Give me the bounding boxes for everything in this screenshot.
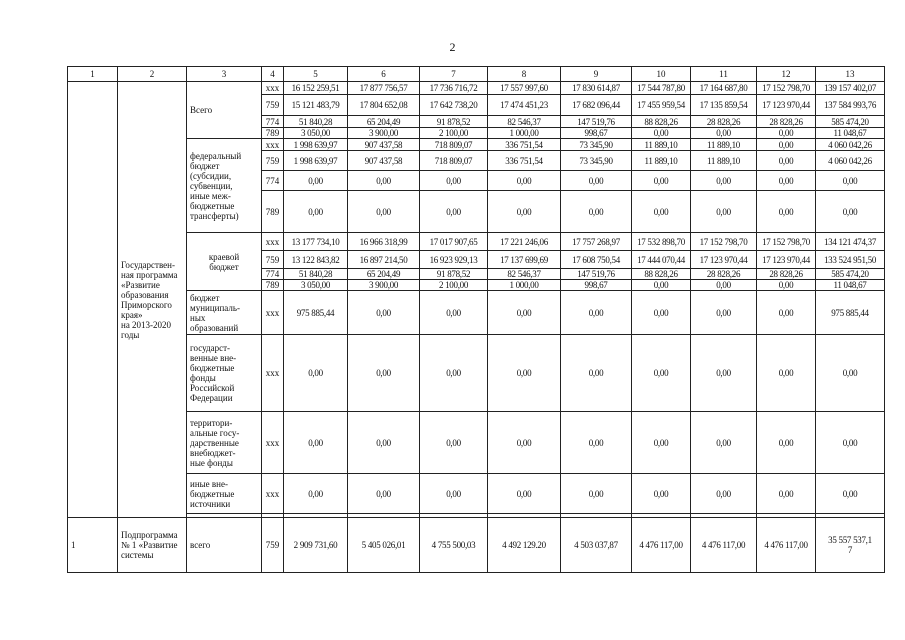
amount-cell: 0,00 xyxy=(757,171,816,191)
budget-code: 759 xyxy=(262,95,284,116)
amount-cell: 0,00 xyxy=(488,335,561,412)
amount-cell: 2 100,00 xyxy=(420,128,488,139)
amount-cell: 0,00 xyxy=(420,474,488,514)
header-row xyxy=(68,67,885,82)
amount-cell: 16 152 259,51 xyxy=(284,82,348,95)
amount-cell: 4 492 129.20 xyxy=(488,518,561,573)
amount-cell: 17 221 246,06 xyxy=(488,233,561,251)
amount-cell: 17 736 716,72 xyxy=(420,82,488,95)
amount-cell: 0,00 xyxy=(691,128,757,139)
budget-code: xxx xyxy=(262,82,284,95)
amount-cell: 0,00 xyxy=(816,412,885,474)
column-number: 4 xyxy=(262,67,284,82)
column-number: 1 xyxy=(68,67,118,82)
budget-code: 789 xyxy=(262,280,284,291)
amount-cell: 0,00 xyxy=(691,474,757,514)
amount-cell: 0,00 xyxy=(691,171,757,191)
table-row xyxy=(68,412,885,474)
amount-cell: 17 137 699,69 xyxy=(488,251,561,269)
amount-cell: 0,00 xyxy=(284,335,348,412)
amount-cell: 0,00 xyxy=(561,474,632,514)
amount-cell: 17 123 970,44 xyxy=(757,251,816,269)
amount-cell: 35 557 537,1 7 xyxy=(816,518,885,573)
amount-cell: 82 546,37 xyxy=(488,116,561,128)
amount-cell: 0,00 xyxy=(284,412,348,474)
column-number: 2 xyxy=(118,67,187,82)
amount-cell: 998,67 xyxy=(561,128,632,139)
column-number: 10 xyxy=(632,67,691,82)
amount-cell: 28 828,26 xyxy=(757,269,816,280)
amount-cell: 0,00 xyxy=(632,280,691,291)
amount-cell: 0,00 xyxy=(757,412,816,474)
amount-cell: 0,00 xyxy=(816,474,885,514)
amount-cell: 17 757 268,97 xyxy=(561,233,632,251)
amount-cell: 73 345,90 xyxy=(561,139,632,151)
amount-cell: 975 885,44 xyxy=(816,291,885,335)
amount-cell: 0,00 xyxy=(816,335,885,412)
subprogram-row xyxy=(68,518,885,573)
amount-cell: 0,00 xyxy=(757,291,816,335)
budget-table xyxy=(67,66,885,573)
amount-cell: 17 152 798,70 xyxy=(757,82,816,95)
amount-cell: 585 474,20 xyxy=(816,269,885,280)
column-number: 11 xyxy=(691,67,757,82)
budget-code: 774 xyxy=(262,269,284,280)
amount-cell: 28 828,26 xyxy=(691,116,757,128)
budget-code: 759 xyxy=(262,518,284,573)
amount-cell: 0,00 xyxy=(348,171,420,191)
amount-cell: 0,00 xyxy=(561,171,632,191)
amount-cell: 0,00 xyxy=(632,171,691,191)
amount-cell: 137 584 993,76 xyxy=(816,95,885,116)
budget-code: 789 xyxy=(262,191,284,233)
amount-cell: 0,00 xyxy=(757,191,816,233)
funding-source-label: Всего xyxy=(187,82,262,139)
amount-cell: 17 877 756,57 xyxy=(348,82,420,95)
amount-cell: 0,00 xyxy=(284,171,348,191)
amount-cell: 3 050,00 xyxy=(284,128,348,139)
amount-cell: 133 524 951,50 xyxy=(816,251,885,269)
amount-cell: 4 060 042,26 xyxy=(816,139,885,151)
amount-cell: 13 122 843,82 xyxy=(284,251,348,269)
amount-cell: 0,00 xyxy=(691,291,757,335)
amount-cell: 336 751,54 xyxy=(488,139,561,151)
amount-cell: 3 050,00 xyxy=(284,280,348,291)
amount-cell: 17 152 798,70 xyxy=(757,233,816,251)
budget-code: 789 xyxy=(262,128,284,139)
budget-code: xxx xyxy=(262,291,284,335)
amount-cell: 0,00 xyxy=(420,191,488,233)
amount-cell: 17 152 798,70 xyxy=(691,233,757,251)
subprogram-name: Подпрограмма № 1 «Развитие системы xyxy=(118,518,187,573)
amount-cell: 0,00 xyxy=(757,335,816,412)
amount-cell: 0,00 xyxy=(691,191,757,233)
amount-cell: 51 840,28 xyxy=(284,116,348,128)
amount-cell: 17 455 959,54 xyxy=(632,95,691,116)
column-number: 6 xyxy=(348,67,420,82)
funding-source-label: краевой бюджет xyxy=(187,233,262,291)
amount-cell: 17 557 997,60 xyxy=(488,82,561,95)
amount-cell: 1 000,00 xyxy=(488,128,561,139)
amount-cell: 17 544 787,80 xyxy=(632,82,691,95)
amount-cell: 11 889,10 xyxy=(632,151,691,171)
column-number: 5 xyxy=(284,67,348,82)
amount-cell: 17 682 096,44 xyxy=(561,95,632,116)
amount-cell: 5 405 026,01 xyxy=(348,518,420,573)
amount-cell: 17 608 750,54 xyxy=(561,251,632,269)
budget-code: 774 xyxy=(262,116,284,128)
column-number: 12 xyxy=(757,67,816,82)
amount-cell: 0,00 xyxy=(561,291,632,335)
amount-cell: 147 519,76 xyxy=(561,269,632,280)
amount-cell: 0,00 xyxy=(757,151,816,171)
amount-cell: 139 157 402,07 xyxy=(816,82,885,95)
amount-cell: 91 878,52 xyxy=(420,116,488,128)
amount-cell: 4 476 117,00 xyxy=(757,518,816,573)
amount-cell: 28 828,26 xyxy=(757,116,816,128)
amount-cell: 11 889,10 xyxy=(691,151,757,171)
budget-code: xxx xyxy=(262,139,284,151)
amount-cell: 0,00 xyxy=(691,335,757,412)
amount-cell: 0,00 xyxy=(348,474,420,514)
amount-cell: 17 532 898,70 xyxy=(632,233,691,251)
amount-cell: 91 878,52 xyxy=(420,269,488,280)
amount-cell: 73 345,90 xyxy=(561,151,632,171)
amount-cell: 585 474,20 xyxy=(816,116,885,128)
amount-cell: 88 828,26 xyxy=(632,269,691,280)
amount-cell: 0,00 xyxy=(757,139,816,151)
funding-source-label: территори- альные госу- дарственные внебюджет- ные фонды xyxy=(187,412,262,474)
amount-cell: 4 476 117,00 xyxy=(691,518,757,573)
amount-cell: 17 164 687,80 xyxy=(691,82,757,95)
amount-cell: 0,00 xyxy=(757,128,816,139)
amount-cell: 0,00 xyxy=(691,280,757,291)
amount-cell: 907 437,58 xyxy=(348,139,420,151)
amount-cell: 0,00 xyxy=(632,412,691,474)
funding-source-label: федеральный бюджет (субсидии, субвенции, иные меж- бюджетные трансферты) xyxy=(187,139,262,233)
budget-code: xxx xyxy=(262,335,284,412)
amount-cell: 0,00 xyxy=(348,291,420,335)
amount-cell: 0,00 xyxy=(420,412,488,474)
amount-cell: 11 048,67 xyxy=(816,280,885,291)
amount-cell: 336 751,54 xyxy=(488,151,561,171)
amount-cell: 0,00 xyxy=(348,335,420,412)
table-row xyxy=(68,82,885,95)
amount-cell: 28 828,26 xyxy=(691,269,757,280)
page-number: 2 xyxy=(449,40,456,54)
amount-cell: 65 204,49 xyxy=(348,269,420,280)
column-number: 3 xyxy=(187,67,262,82)
budget-code: xxx xyxy=(262,233,284,251)
amount-cell: 17 474 451,23 xyxy=(488,95,561,116)
amount-cell: 13 177 734,10 xyxy=(284,233,348,251)
amount-cell: 4 476 117,00 xyxy=(632,518,691,573)
column-number: 9 xyxy=(561,67,632,82)
amount-cell: 16 923 929,13 xyxy=(420,251,488,269)
amount-cell: 0,00 xyxy=(348,412,420,474)
amount-cell: 0,00 xyxy=(561,335,632,412)
amount-cell: 17 642 738,20 xyxy=(420,95,488,116)
table-row xyxy=(68,335,885,412)
budget-code: 759 xyxy=(262,151,284,171)
amount-cell: 0,00 xyxy=(561,412,632,474)
amount-cell: 0,00 xyxy=(757,474,816,514)
amount-cell: 0,00 xyxy=(348,191,420,233)
amount-cell: 4 755 500,03 xyxy=(420,518,488,573)
table-row xyxy=(68,139,885,151)
amount-cell: 17 804 652,08 xyxy=(348,95,420,116)
amount-cell: 998,67 xyxy=(561,280,632,291)
amount-cell: 0,00 xyxy=(691,412,757,474)
amount-cell: 0,00 xyxy=(420,291,488,335)
amount-cell: 907 437,58 xyxy=(348,151,420,171)
amount-cell: 134 121 474,37 xyxy=(816,233,885,251)
amount-cell: 0,00 xyxy=(488,171,561,191)
amount-cell: 0,00 xyxy=(284,474,348,514)
amount-cell: 16 897 214,50 xyxy=(348,251,420,269)
amount-cell: 3 900,00 xyxy=(348,280,420,291)
subprogram-number: 1 xyxy=(68,518,118,573)
amount-cell: 15 121 483,79 xyxy=(284,95,348,116)
table-row xyxy=(68,291,885,335)
column-number: 8 xyxy=(488,67,561,82)
amount-cell: 0,00 xyxy=(632,128,691,139)
amount-cell: 17 123 970,44 xyxy=(691,251,757,269)
column-number: 7 xyxy=(420,67,488,82)
amount-cell: 0,00 xyxy=(284,191,348,233)
amount-cell: 1 998 639,97 xyxy=(284,151,348,171)
amount-cell: 0,00 xyxy=(488,291,561,335)
amount-cell: 0,00 xyxy=(632,335,691,412)
amount-cell: 4 060 042,26 xyxy=(816,151,885,171)
amount-cell: 82 546,37 xyxy=(488,269,561,280)
amount-cell: 0,00 xyxy=(488,412,561,474)
subprogram-funding-label: всего xyxy=(187,518,262,573)
amount-cell: 3 900,00 xyxy=(348,128,420,139)
amount-cell: 0,00 xyxy=(632,191,691,233)
amount-cell: 17 123 970,44 xyxy=(757,95,816,116)
amount-cell: 16 966 318,99 xyxy=(348,233,420,251)
amount-cell: 11 048,67 xyxy=(816,128,885,139)
amount-cell: 0,00 xyxy=(757,280,816,291)
amount-cell: 0,00 xyxy=(816,171,885,191)
amount-cell: 0,00 xyxy=(561,191,632,233)
amount-cell: 0,00 xyxy=(632,474,691,514)
amount-cell: 17 135 859,54 xyxy=(691,95,757,116)
amount-cell: 1 000,00 xyxy=(488,280,561,291)
budget-code: xxx xyxy=(262,474,284,514)
amount-cell: 17 017 907,65 xyxy=(420,233,488,251)
amount-cell: 2 909 731,60 xyxy=(284,518,348,573)
amount-cell: 0,00 xyxy=(488,191,561,233)
amount-cell: 17 444 070,44 xyxy=(632,251,691,269)
amount-cell: 718 809,07 xyxy=(420,139,488,151)
amount-cell: 88 828,26 xyxy=(632,116,691,128)
amount-cell: 51 840,28 xyxy=(284,269,348,280)
table-row xyxy=(68,233,885,251)
amount-cell: 17 830 614,87 xyxy=(561,82,632,95)
amount-cell: 11 889,10 xyxy=(691,139,757,151)
amount-cell: 65 204,49 xyxy=(348,116,420,128)
amount-cell: 4 503 037,87 xyxy=(561,518,632,573)
amount-cell: 0,00 xyxy=(632,291,691,335)
amount-cell: 975 885,44 xyxy=(284,291,348,335)
funding-source-label: иные вне- бюджетные источники xyxy=(187,474,262,514)
row-number-cell xyxy=(68,82,118,518)
amount-cell: 1 998 639,97 xyxy=(284,139,348,151)
amount-cell: 0,00 xyxy=(488,474,561,514)
funding-source-label: бюджет муниципаль- ных образований xyxy=(187,291,262,335)
table-row xyxy=(68,474,885,514)
budget-code: 759 xyxy=(262,251,284,269)
budget-code: 774 xyxy=(262,171,284,191)
program-name: Государствен- ная программа «Развитие образования Приморского края» на 2013-2020 годы xyxy=(118,82,187,518)
budget-code: xxx xyxy=(262,412,284,474)
funding-source-label: государст- венные вне- бюджетные фонды Российской Федерации xyxy=(187,335,262,412)
amount-cell: 0,00 xyxy=(816,191,885,233)
amount-cell: 0,00 xyxy=(420,335,488,412)
amount-cell: 0,00 xyxy=(420,171,488,191)
amount-cell: 718 809,07 xyxy=(420,151,488,171)
amount-cell: 147 519,76 xyxy=(561,116,632,128)
column-number: 13 xyxy=(816,67,885,82)
amount-cell: 11 889,10 xyxy=(632,139,691,151)
amount-cell: 2 100,00 xyxy=(420,280,488,291)
